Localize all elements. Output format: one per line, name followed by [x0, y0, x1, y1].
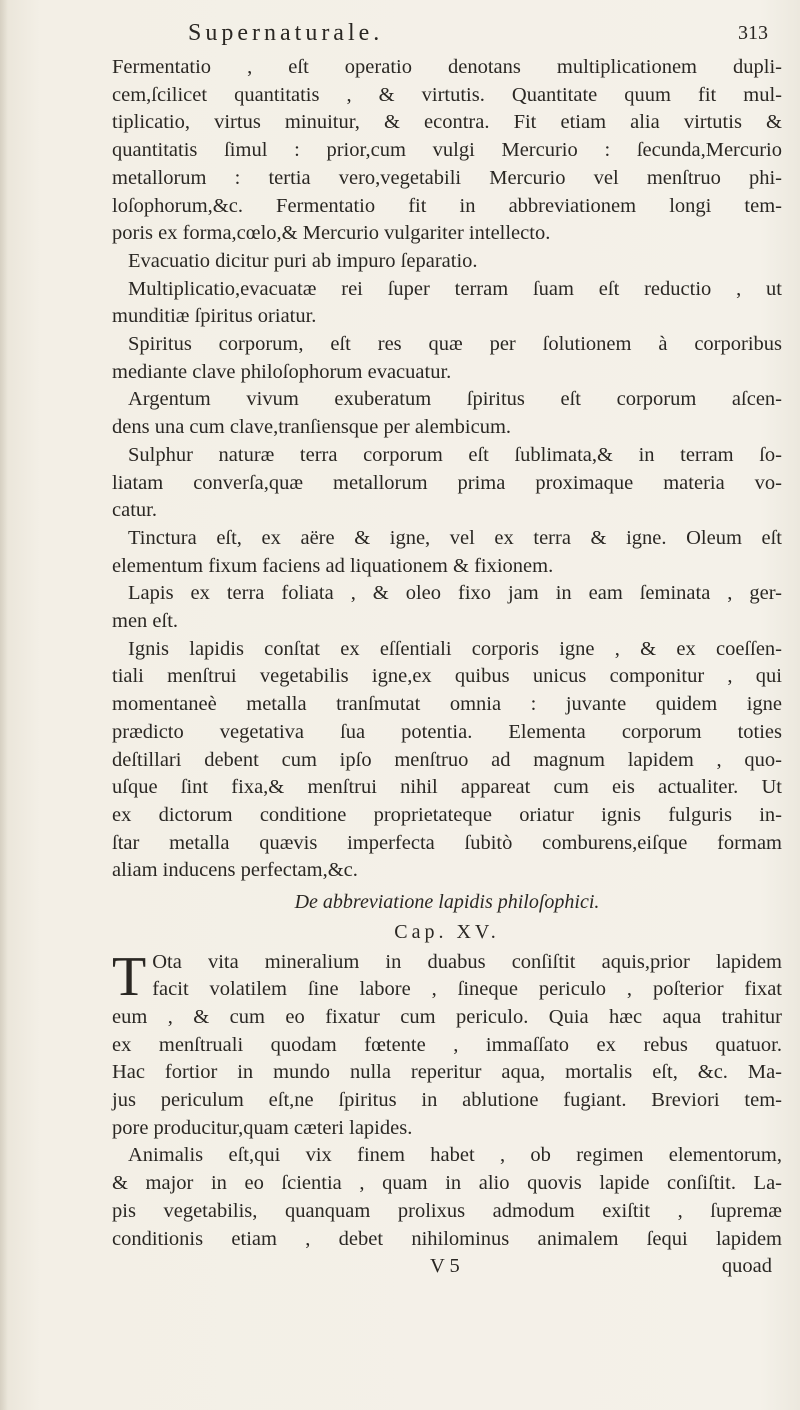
drop-cap: T — [112, 945, 147, 1008]
text-line: pore producitur,quam cæteri lapides. — [112, 1116, 413, 1139]
text-line: Spiritus corporum, eſt res quæ per ſolutionem à corporibus — [128, 333, 782, 356]
text-line: Sulphur naturæ terra corporum eſt ſublimata,& in terram ſo- — [128, 443, 782, 466]
text-line: elementum fixum faciens ad liquationem & fixionem. — [112, 554, 554, 577]
text-line: cem,ſcilicet quantitatis , & virtutis. Quantitate quum fit mul- — [112, 83, 782, 106]
page-footer — [112, 1253, 782, 1279]
text-line: liatam converſa,quæ metallorum prima proximaque materia vo- — [112, 471, 782, 494]
signature-mark: V 5 — [430, 1255, 460, 1278]
text-line: conditionis etiam , debet nihilominus animalem ſequi lapidem — [112, 1227, 782, 1250]
text-line: deſtillari debent cum ipſo menſtruo ad magnum lapidem , quo- — [112, 748, 782, 771]
text-line: Animalis eſt,qui vix finem habet , ob regimen elementorum, — [128, 1144, 782, 1167]
text-line: metallorum : tertia vero,vegetabili Mercurio vel menſtruo phi- — [112, 166, 782, 189]
text-line: prædicto vegetativa ſua potentia. Elementa corporum toties — [112, 720, 782, 743]
running-title: Supernaturale. — [188, 20, 384, 46]
text-line: Fermentatio , eſt operatio denotans multiplicationem dupli- — [112, 56, 782, 78]
text-line: eum , & cum eo fixatur cum periculo. Quia hæc aqua trahitur — [112, 1005, 782, 1028]
text-line: mediante clave philoſophorum evacuatur. — [112, 360, 452, 383]
page-edge-shadow — [0, 0, 8, 1410]
text-line: jus periculum eſt,ne ſpiritus in ablutione fugiant. Breviori tem- — [112, 1089, 782, 1112]
text-line: uſque ſint fixa,& menſtrui nihil appareat cum eis actualiter. Ut — [112, 776, 782, 799]
text-line: tiplicatio, virtus minuitur, & econtra. Fit etiam alia virtutis & — [112, 111, 782, 134]
chapter-number: Cap. XV. — [394, 920, 500, 943]
page-number: 313 — [738, 22, 768, 44]
text-line: dens una cum clave,tranſiensque per alembicum. — [112, 416, 512, 439]
text-line: poris ex forma,cœlo,& Mercurio vulgariter intellecto. — [112, 222, 551, 245]
body-text — [112, 54, 782, 1279]
text-line: Evacuatio dicitur puri ab impuro ſeparatio. — [128, 249, 478, 272]
text-line: men eſt. — [112, 610, 179, 633]
text-line: quantitatis ſimul : prior,cum vulgi Mercurio : ſecunda,Mercurio — [112, 139, 782, 162]
text-line: loſophorum,&c. Fermentatio fit in abbreviationem longi tem- — [112, 194, 782, 217]
text-line: Tinctura eſt, ex aëre & igne, vel ex terra & igne. Oleum eſt — [128, 526, 782, 549]
text-line: ex dictorum conditione proprietateque oriatur ignis fulguris in- — [112, 803, 782, 826]
text-line: & major in eo ſcientia , quam in alio quovis lapide conſiſtit. La- — [112, 1172, 782, 1195]
text-line: munditiæ ſpiritus oriatur. — [112, 305, 317, 328]
page-header — [108, 20, 768, 50]
text-line: tiali menſtrui vegetabilis igne,ex quibus unicus componitur , qui — [112, 665, 782, 688]
text-line: Ota vita mineralium in duabus conſiſtit aquis,prior lapidem — [152, 950, 782, 973]
text-line: catur. — [112, 499, 157, 522]
text-line: facit volatilem ſine labore , ſineque periculo , poſterior fixat — [152, 978, 782, 1001]
text-line: aliam inducens perfectam,&c. — [112, 859, 358, 882]
catchword: quoad — [721, 1255, 772, 1278]
text-line: ex menſtruali quodam fœtente , immaſſato ex rebus quatuor. — [112, 1033, 782, 1056]
text-line: pis vegetabilis, quanquam prolixus admodum exiſtit , ſupremæ — [112, 1199, 782, 1222]
text-line: Ignis lapidis conſtat ex eſſentiali corporis igne , & ex coeſſen- — [128, 637, 782, 660]
text-line: ſtar metalla quævis imperfecta ſubitò comburens,eiſque formam — [112, 831, 782, 854]
text-line: momentaneè metalla tranſmutat omnia : juvante quidem igne — [112, 693, 782, 716]
chapter-body — [112, 945, 782, 1254]
text-line: Hac fortior in mundo nulla reperitur aqua, mortalis eſt, &c. Ma- — [112, 1061, 782, 1084]
text-line: Lapis ex terra foliata , & oleo fixo jam in eam ſeminata , ger- — [128, 582, 782, 605]
text-line: Multiplicatio,evacuatæ rei ſuper terram ſuam eſt reductio , ut — [128, 277, 782, 300]
section-heading: De abbreviatione lapidis philoſophici. — [294, 891, 600, 914]
text-line: Argentum vivum exuberatum ſpiritus eſt corporum aſcen- — [128, 388, 782, 411]
